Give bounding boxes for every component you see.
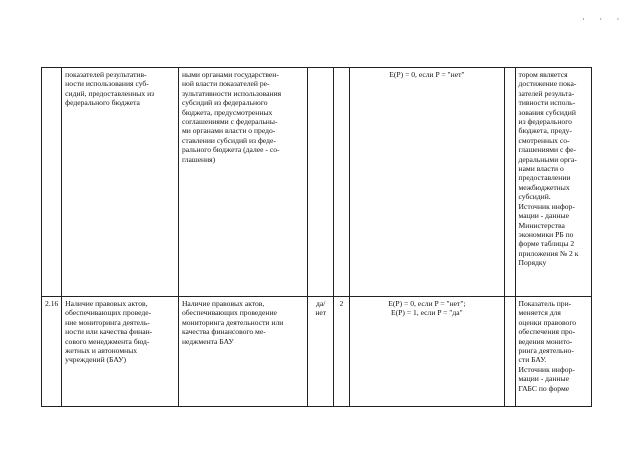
cell-weight: 2 bbox=[333, 297, 349, 407]
cell-formula: E(P) = 0, если P = "нет" bbox=[349, 68, 504, 297]
cell-indicator-name: Наличие правовых актов, обеспечивающих проведе- ние мониторинга деятель- ности или качества финан- сового менеджмента бюд- жетных и автономных учреждений (БАУ) bbox=[62, 297, 179, 407]
cell-formula: E(P) = 0, если P = "нет"; E(P) = 1, если P = "да" bbox=[349, 297, 504, 407]
indicator-table bbox=[41, 67, 592, 407]
cell-unit bbox=[308, 68, 333, 297]
cell-note: тором является достижение пока- зателей результа- тивности исполь- зования субсидий из федерального бюджета, преду- смотренных со- глашениями с фе- деральными орга- нами власти о предоставлении межбюджетных субсидий. Источник инфор- мации - данные Министерства экономики РБ по форме таблицы 2 приложения № 2 к Порядку bbox=[515, 68, 592, 297]
cell-indicator-name: показателей результатив- ности использования суб- сидий, предоставленных из федерального бюджета bbox=[62, 68, 179, 297]
table-row bbox=[42, 297, 592, 407]
corner-marks: · · · bbox=[582, 14, 626, 24]
cell-weight bbox=[333, 68, 349, 297]
cell-indicator-description: Наличие правовых актов, обеспечивающих проведение мониторинга деятельности или качества финансового ме- неджмента БАУ bbox=[178, 297, 308, 407]
cell-note: Показатель при- меняется для оценки правового обеспечения про- ведения монито- ринга деятельно- сти БАУ. Источник инфор- мации - данные ГАБС по форме bbox=[515, 297, 592, 407]
cell-number bbox=[42, 68, 62, 297]
cell-empty bbox=[504, 297, 515, 407]
table-row bbox=[42, 68, 592, 297]
cell-number: 2.16 bbox=[42, 297, 62, 407]
cell-empty bbox=[504, 68, 515, 297]
cell-unit: да/нет bbox=[308, 297, 333, 407]
cell-indicator-description: ными органами государствен- ной власти показателей ре- зультативности использования субсидий из федерального бюджета, предусмотренных соглашениями с федеральны- ми органами власти о предо- ставлении субсидий из феде- рального бюджета (далее - со- глашения) bbox=[178, 68, 308, 297]
